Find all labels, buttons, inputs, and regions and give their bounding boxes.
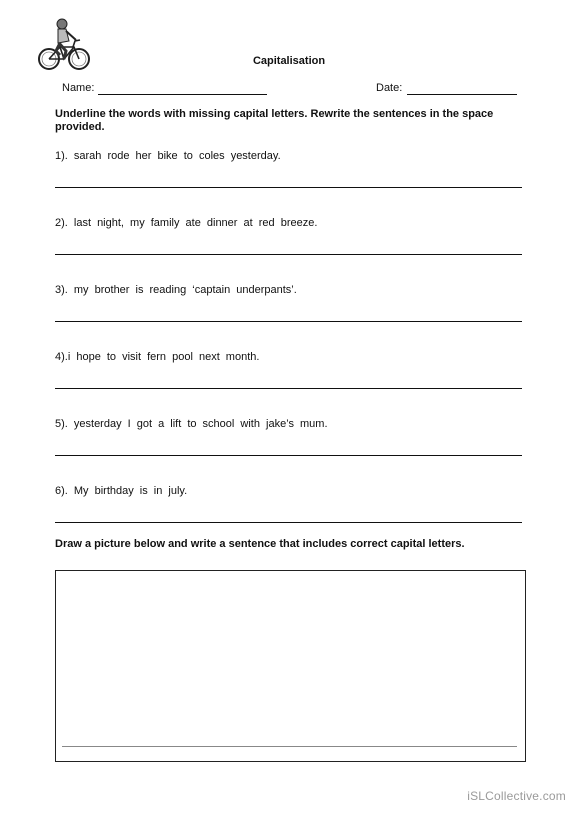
question-4: 4).i hope to visit fern pool next month.	[55, 351, 260, 363]
drawing-box[interactable]	[55, 570, 526, 762]
name-field[interactable]	[98, 94, 267, 95]
drawing-sentence-line[interactable]	[62, 746, 517, 747]
answer-line-2[interactable]	[55, 254, 522, 255]
question-5: 5). yesterday I got a lift to school with jake’s mum.	[55, 418, 328, 430]
draw-instruction: Draw a picture below and write a sentence that includes correct capital letters.	[55, 538, 465, 550]
answer-line-5[interactable]	[55, 455, 522, 456]
date-label: Date:	[376, 82, 403, 94]
question-1: 1). sarah rode her bike to coles yesterday.	[55, 150, 281, 162]
question-6: 6). My birthday is in july.	[55, 485, 188, 497]
watermark: iSLCollective.com	[467, 789, 566, 803]
answer-line-1[interactable]	[55, 187, 522, 188]
date-field[interactable]	[407, 94, 517, 95]
answer-line-4[interactable]	[55, 388, 522, 389]
answer-line-6[interactable]	[55, 522, 522, 523]
answer-line-3[interactable]	[55, 321, 522, 322]
question-2: 2). last night, my family ate dinner at red breeze.	[55, 217, 318, 229]
question-3: 3). my brother is reading ‘captain underpants’.	[55, 284, 297, 296]
worksheet-title: Capitalisation	[252, 55, 326, 67]
name-label: Name:	[62, 82, 95, 94]
instructions: Underline the words with missing capital letters. Rewrite the sentences in the space provided.	[55, 108, 494, 133]
